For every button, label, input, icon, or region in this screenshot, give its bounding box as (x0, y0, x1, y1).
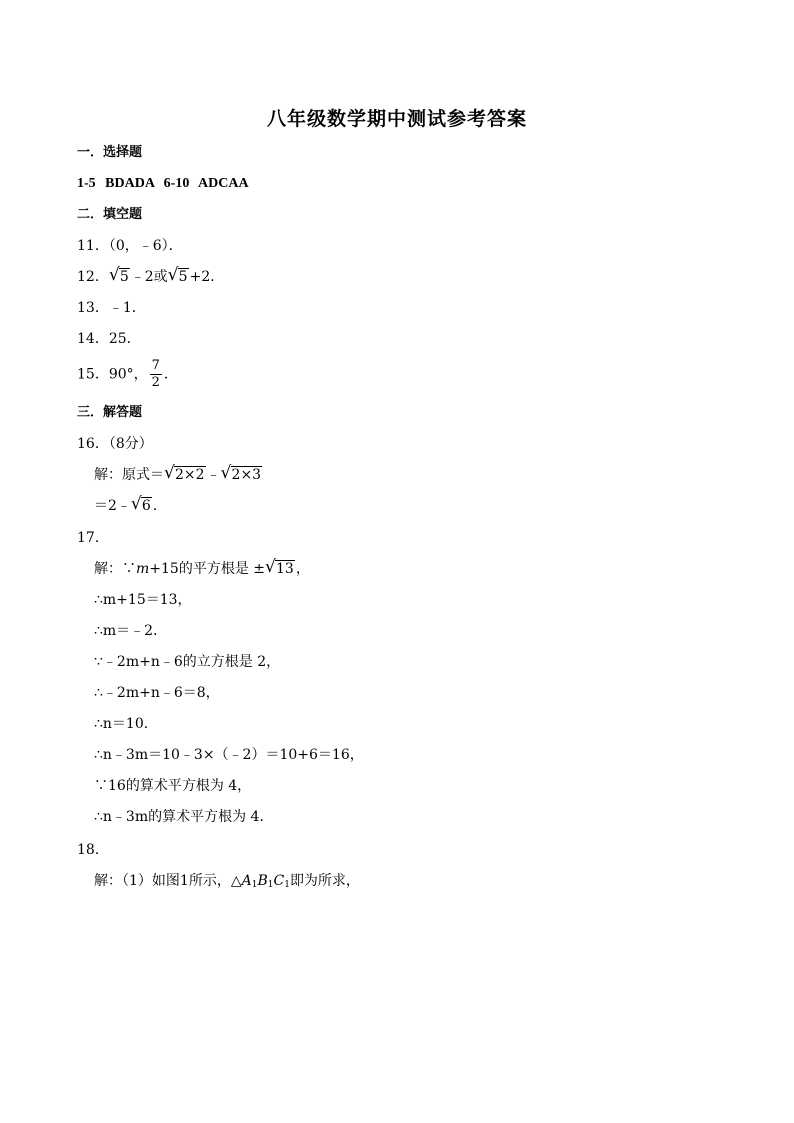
q16-text: ＝2﹣ (94, 498, 131, 514)
q18-text: 解：（1）如图1所示，△ (94, 873, 242, 889)
q17-line-3: ∴m＝﹣2． (94, 623, 168, 639)
sqrt-arg: 2×3 (231, 467, 262, 483)
q17-line-2: ∴m+15＝13， (94, 592, 192, 608)
q16-label: 16．（8分） (77, 436, 153, 452)
q17-text: +15的平方根是 ± (149, 561, 266, 577)
answer-15-end: ． (163, 366, 178, 383)
sqrt-5-a: √ 5 (108, 265, 129, 285)
subscript: 1 (267, 880, 274, 890)
subscript: 1 (251, 880, 258, 890)
q17-line-7: ∴n﹣3m＝10﹣3×（﹣2）＝10+6＝16， (94, 747, 364, 763)
q16-end: ． (152, 498, 167, 514)
var-C: C (273, 873, 285, 889)
q17-text: ， (295, 561, 310, 577)
sqrt-6: √ 6 (130, 494, 151, 514)
q16-text: 解：原式＝ (94, 467, 164, 483)
section-solve: 三．解答题 (77, 405, 143, 420)
section-choice: 一．选择题 (77, 145, 143, 160)
fraction-denominator: 2 (151, 375, 160, 390)
sqrt-2x3: √ 2×3 (220, 463, 262, 483)
q18-text: 即为所求， (289, 873, 360, 889)
q17-line-5: ∴﹣2m+n﹣6＝8， (94, 685, 220, 701)
answer-12 (77, 265, 225, 286)
q18-line-1 (94, 872, 360, 894)
subscript: 1 (284, 880, 290, 890)
q18-label: 18． (77, 842, 109, 858)
page-title: 八年级数学期中测试参考答案 (266, 108, 527, 130)
answer-11: 11．（0，﹣6）． (77, 238, 183, 254)
q17-line-4: ∵﹣2m+n﹣6的立方根是 2， (94, 654, 281, 670)
sqrt-13: √ 13 (265, 557, 294, 577)
sqrt-arg: 5 (119, 269, 129, 285)
fraction-7-2 (150, 358, 162, 391)
q17-text: 解：∵ (94, 561, 136, 577)
answer-15-prefix: 15．90°， (77, 366, 148, 383)
var-B: B (257, 873, 268, 889)
q17-line-9: ∴n﹣3m的算术平方根为 4． (94, 809, 274, 825)
q17-line-6: ∴n＝10． (94, 716, 158, 732)
var-m: m (136, 561, 150, 577)
choice-answers: 1-5 BDADA 6-10 ADCAA (77, 176, 249, 191)
sqrt-arg: 5 (178, 269, 188, 285)
sqrt-arg: 13 (276, 561, 294, 577)
answer-12-mid: ﹣2或 (130, 269, 168, 285)
sqrt-5-b: √ 5 (167, 265, 188, 285)
q17-line-8: ∵16的算术平方根为 4， (94, 778, 252, 794)
sqrt-arg: 6 (141, 498, 151, 514)
fraction-numerator: 7 (151, 358, 160, 373)
answer-13: 13．﹣1． (77, 300, 146, 316)
q16-minus: ﹣ (206, 467, 221, 483)
q17-line-1 (94, 557, 310, 578)
section-fill: 二．填空题 (77, 207, 143, 222)
q17-label: 17． (77, 530, 109, 546)
answer-12-end: +2． (189, 269, 225, 285)
sqrt-2x2: √ 2×2 (164, 463, 205, 483)
answer-12-prefix: 12． (77, 269, 109, 285)
q16-line-1 (94, 463, 263, 484)
q16-line-2 (94, 494, 167, 515)
sqrt-arg: 2×2 (175, 467, 205, 483)
var-A: A (241, 873, 252, 889)
answer-14: 14．25． (77, 331, 141, 347)
answer-15 (77, 358, 178, 391)
